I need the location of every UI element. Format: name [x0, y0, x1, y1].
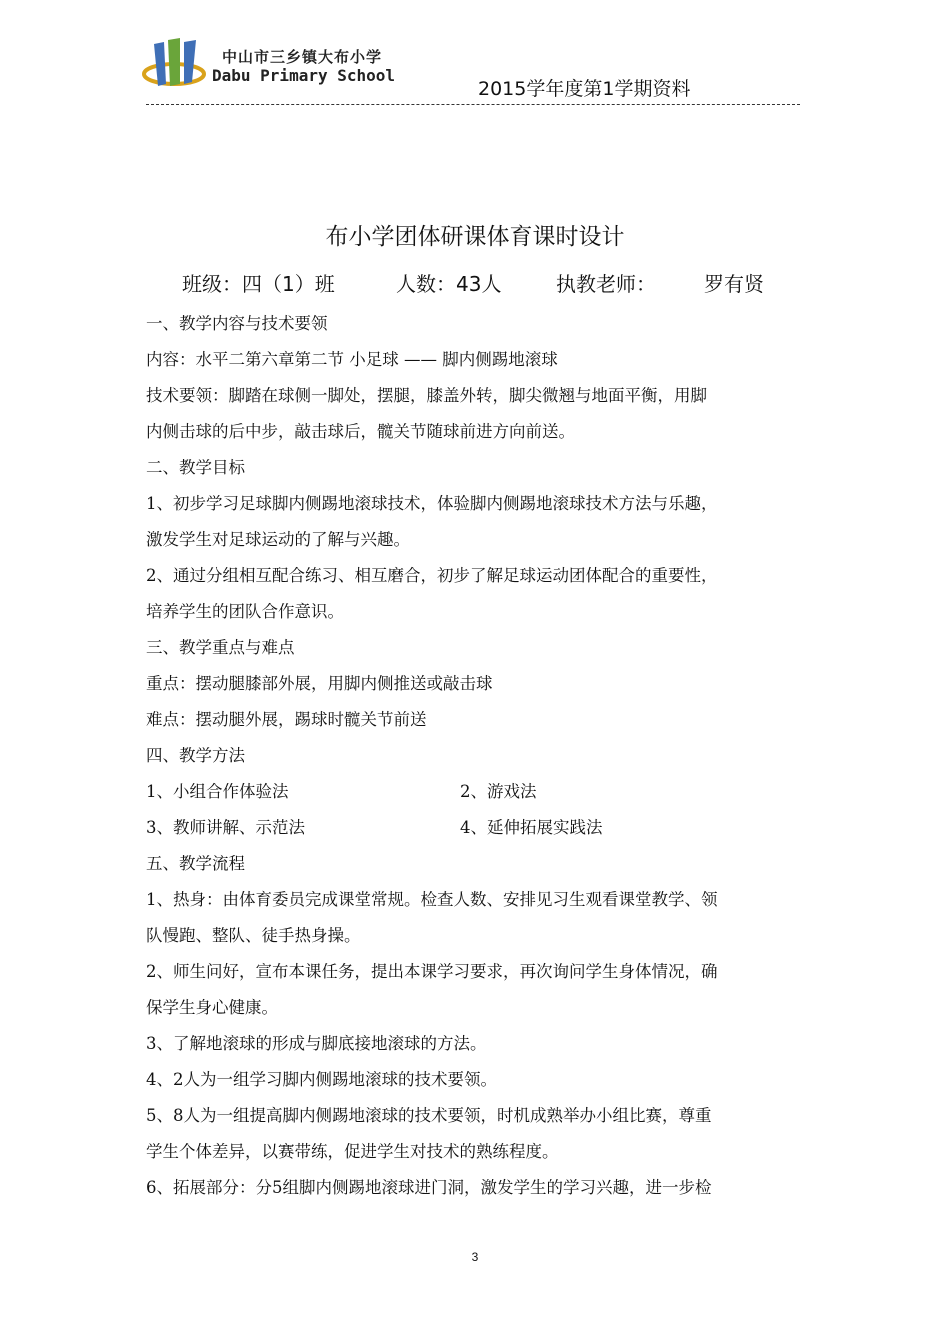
- paragraph-line: 内容：水平二第六章第二节 小足球 —— 脚内侧踢地滚球: [146, 350, 558, 369]
- paragraph-line: 学生个体差异，以赛带练，促进学生对技术的熟练程度。: [146, 1142, 559, 1161]
- paragraph-line: 6、拓展部分：分5组脚内侧踢地滚球进门洞，激发学生的学习兴趣，进一步检: [146, 1178, 712, 1197]
- paragraph-line: 培养学生的团队合作意识。: [146, 602, 344, 621]
- paragraph-line: 队慢跑、整队、徒手热身操。: [146, 926, 361, 945]
- method-item: 4、延伸拓展实践法: [460, 818, 603, 837]
- paragraph-line: 难点：摆动腿外展，踢球时髋关节前送: [146, 710, 427, 729]
- paragraph-line: 技术要领：脚踏在球侧一脚处，摆腿，膝盖外转，脚尖微翘与地面平衡，用脚: [146, 386, 707, 405]
- student-count: 人数：43人: [396, 272, 502, 296]
- method-item: 1、小组合作体验法: [146, 782, 289, 801]
- paragraph-line: 2、师生问好，宣布本课任务，提出本课学习要求，再次询问学生身体情况，确: [146, 962, 718, 981]
- paragraph-line: 激发学生对足球运动的了解与兴趣。: [146, 530, 410, 549]
- paragraph-line: 内侧击球的后中步，敲击球后，髋关节随球前进方向前送。: [146, 422, 575, 441]
- paragraph-line: 5、8人为一组提高脚内侧踢地滚球的技术要领，时机成熟举办小组比赛，尊重: [146, 1106, 712, 1125]
- method-item: 2、游戏法: [460, 782, 537, 801]
- paragraph-line: 3、了解地滚球的形成与脚底接地滚球的方法。: [146, 1034, 487, 1053]
- section-heading: 五、教学流程: [146, 854, 245, 873]
- class-info: 班级：四（1）班: [182, 272, 335, 296]
- paragraph-line: 1、热身：由体育委员完成课堂常规。检查人数、安排见习生观看课堂教学、领: [146, 890, 718, 909]
- document-title: 布小学团体研课体育课时设计: [325, 224, 625, 250]
- section-heading: 四、教学方法: [146, 746, 245, 765]
- term-label: 2015学年度第1学期资料: [478, 78, 691, 100]
- section-heading: 二、教学目标: [146, 458, 245, 477]
- section-heading: 一、教学内容与技术要领: [146, 314, 328, 333]
- paragraph-line: 1、初步学习足球脚内侧踢地滚球技术，体验脚内侧踢地滚球技术方法与乐趣，: [146, 494, 718, 513]
- paragraph-line: 2、通过分组相互配合练习、相互磨合，初步了解足球运动团体配合的重要性，: [146, 566, 718, 585]
- method-item: 3、教师讲解、示范法: [146, 818, 305, 837]
- school-emblem-icon: [140, 34, 220, 94]
- paragraph-line: 保学生身心健康。: [146, 998, 278, 1017]
- header-divider: [146, 104, 800, 105]
- teacher-label: 执教老师：: [556, 272, 656, 296]
- paragraph-line: 4、2人为一组学习脚内侧踢地滚球的技术要领。: [146, 1070, 497, 1089]
- school-name-cn: 中山市三乡镇大布小学: [222, 48, 383, 66]
- page-number: 3: [471, 1250, 479, 1264]
- teacher-name: 罗有贤: [704, 272, 764, 296]
- paragraph-line: 重点：摆动腿膝部外展，用脚内侧推送或敲击球: [146, 674, 493, 693]
- school-name-en: Dabu Primary School: [212, 66, 396, 85]
- section-heading: 三、教学重点与难点: [146, 638, 295, 657]
